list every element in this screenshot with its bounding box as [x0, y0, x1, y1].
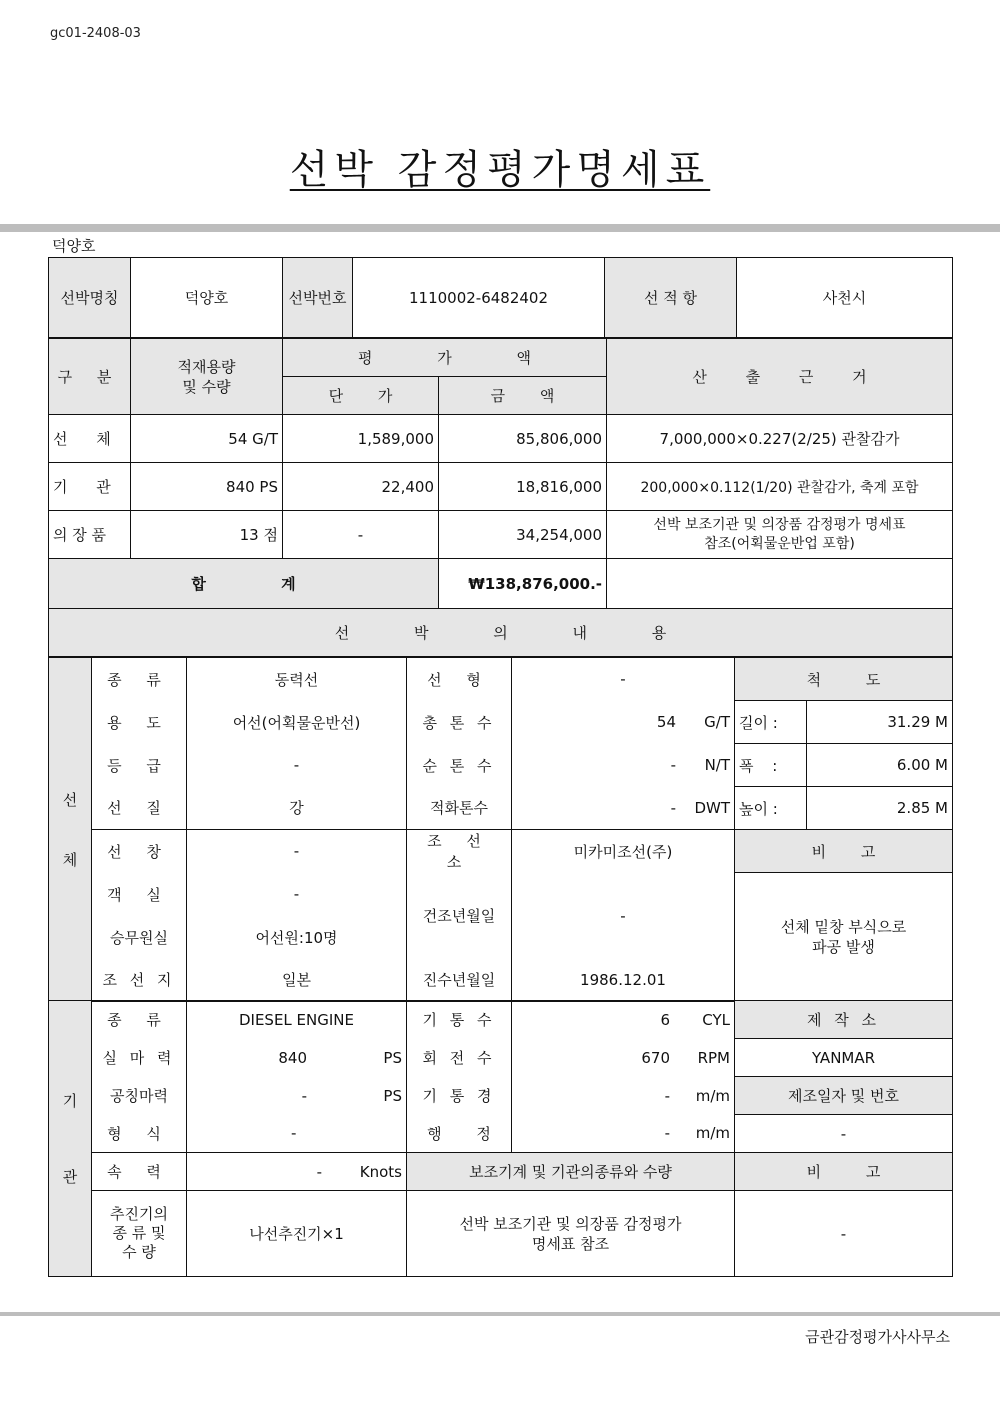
row-label: 의 장 품 [49, 511, 131, 559]
model-label: 형 식 [92, 1115, 187, 1153]
maker-label: 제 작 소 [735, 1001, 953, 1039]
row-label: 기 관 [49, 463, 131, 511]
row-basis: 선박 보조기관 및 의장품 감정평가 명세표 참조(어획물운반업 포함) [607, 511, 953, 559]
cylinders-label: 기 통 수 [407, 1001, 512, 1039]
unit-price-header: 단 가 [283, 377, 439, 415]
ship-name-label: 덕양호 [52, 237, 96, 255]
crew-quarters-label: 승무원실 [92, 916, 187, 959]
length-value: 31.29 M [807, 701, 953, 744]
deadweight: - DWT [512, 787, 735, 830]
grade-value: - [187, 744, 407, 787]
header-row [49, 258, 953, 338]
height-value: 2.85 M [807, 787, 953, 830]
row-unit-price: 1,589,000 [283, 415, 439, 463]
category-header: 구 분 [49, 339, 131, 415]
row-amount: 18,816,000 [439, 463, 607, 511]
engine-remarks: - [735, 1191, 953, 1277]
total-row [49, 559, 953, 609]
crew-quarters-value: 어선원:10명 [187, 916, 407, 959]
amount-header: 금 액 [439, 377, 607, 415]
build-date-value: - [512, 873, 735, 959]
maker-value: YANMAR [735, 1039, 953, 1077]
ship-number-value: 1110002-6482402 [353, 258, 605, 338]
valuation-row [49, 463, 953, 511]
row-amount: 34,254,000 [439, 511, 607, 559]
basis-header: 산 출 근 거 [607, 339, 953, 415]
ship-name-label-cell: 선박명칭 [49, 258, 131, 338]
dimensions-label: 척 도 [735, 658, 953, 701]
valuation-row [49, 511, 953, 559]
use-label: 용 도 [92, 701, 187, 744]
cabin-value: - [187, 873, 407, 916]
hull-remarks-label: 비 고 [735, 830, 953, 873]
port-label: 선 적 항 [605, 258, 737, 338]
value-header: 평 가 액 [283, 339, 607, 377]
row-unit-price: 22,400 [283, 463, 439, 511]
row-basis: 200,000×0.112(1/20) 관찰감가, 축계 포함 [607, 463, 953, 511]
row-capacity: 54 G/T [131, 415, 283, 463]
launch-date-value: 1986.12.01 [512, 959, 735, 1002]
row-amount: 85,806,000 [439, 415, 607, 463]
row-label: 선 체 [49, 415, 131, 463]
launch-date-label: 진수년월일 [407, 959, 512, 1002]
height-label: 높이 : [735, 787, 807, 830]
bore-label: 기 통 경 [407, 1077, 512, 1115]
rpm: 670 RPM [512, 1039, 735, 1077]
manufacture-info-value: - [735, 1115, 953, 1153]
length-label: 길이 : [735, 701, 807, 744]
auxiliary-label: 보조기계 및 기관의종류와 수량 [407, 1153, 735, 1191]
width-label: 폭 : [735, 744, 807, 787]
contents-title-row [49, 609, 953, 657]
engine-kind-value: DIESEL ENGINE [187, 1001, 407, 1039]
kind-value: 동력선 [187, 658, 407, 701]
propeller-value: 나선추진기×1 [187, 1191, 407, 1277]
net-tonnage-label: 순 톤 수 [407, 744, 512, 787]
total-amount: ₩138,876,000.- [439, 559, 607, 609]
build-place-value: 일본 [187, 959, 407, 1002]
type-value: - [512, 658, 735, 701]
engine-kind-label: 종 류 [92, 1001, 187, 1039]
contents-title: 선 박 의 내 용 [49, 609, 953, 657]
speed-label: 속 력 [92, 1153, 187, 1191]
valuation-table [48, 257, 953, 338]
nominal-power: - PS [187, 1077, 407, 1115]
manufacture-info-label: 제조일자 및 번호 [735, 1077, 953, 1115]
build-place-label: 조 선 지 [92, 959, 187, 1002]
capacity-header: 적재용량 및 수량 [131, 339, 283, 415]
row-unit-price: - [283, 511, 439, 559]
width-value: 6.00 M [807, 744, 953, 787]
stroke-label: 행 정 [407, 1115, 512, 1153]
ship-name-value: 덕양호 [131, 258, 283, 338]
engine-table [48, 1000, 953, 1277]
deadweight-label: 적화톤수 [407, 787, 512, 830]
shipyard-label: 조 선 소 [407, 830, 512, 873]
total-basis-empty [607, 559, 953, 609]
power: 840 PS [187, 1039, 407, 1077]
kind-label: 종 류 [92, 658, 187, 701]
power-label: 실 마 력 [92, 1039, 187, 1077]
hatch-label: 선 창 [92, 830, 187, 873]
hull-section-label: 선 체 [49, 658, 92, 1002]
page-title: 선박 감정평가명세표 [289, 147, 711, 193]
hatch-value: - [187, 830, 407, 873]
office-name: 금관감정평가사사무소 [805, 1328, 950, 1346]
hull-table [48, 657, 953, 1002]
nominal-power-label: 공칭마력 [92, 1077, 187, 1115]
valuation-row [49, 415, 953, 463]
valuation-detail-table [48, 338, 953, 657]
bore: - m/m [512, 1077, 735, 1115]
speed: - Knots [187, 1153, 407, 1191]
gross-tonnage-label: 총 톤 수 [407, 701, 512, 744]
row-capacity: 13 점 [131, 511, 283, 559]
port-value: 사천시 [737, 258, 953, 338]
model-value: - [187, 1115, 407, 1153]
use-value: 어선(어획물운반선) [187, 701, 407, 744]
total-label: 합 계 [49, 559, 439, 609]
ship-number-label: 선박번호 [283, 258, 353, 338]
bottom-divider-bar [0, 1312, 1000, 1316]
material-label: 선 질 [92, 787, 187, 830]
propeller-label: 추진기의 종 류 및 수 량 [92, 1191, 187, 1277]
net-tonnage: - N/T [512, 744, 735, 787]
shipyard-value: 미카미조선(주) [512, 830, 735, 873]
engine-remarks-label: 비 고 [735, 1153, 953, 1191]
build-date-label: 건조년월일 [407, 873, 512, 959]
type-label: 선 형 [407, 658, 512, 701]
material-value: 강 [187, 787, 407, 830]
row-basis: 7,000,000×0.227(2/25) 관찰감가 [607, 415, 953, 463]
document-code: gc01-2408-03 [50, 26, 141, 41]
engine-section-label: 기 관 [49, 1001, 92, 1277]
row-capacity: 840 PS [131, 463, 283, 511]
rpm-label: 회 전 수 [407, 1039, 512, 1077]
auxiliary-value: 선박 보조기관 및 의장품 감정평가 명세표 참조 [407, 1191, 735, 1277]
hull-remarks: 선체 밑창 부식으로 파공 발생 [735, 873, 953, 1002]
top-divider-bar [0, 224, 1000, 232]
cabin-label: 객 실 [92, 873, 187, 916]
cylinders: 6 CYL [512, 1001, 735, 1039]
stroke: - m/m [512, 1115, 735, 1153]
grade-label: 등 급 [92, 744, 187, 787]
gross-tonnage: 54 G/T [512, 701, 735, 744]
